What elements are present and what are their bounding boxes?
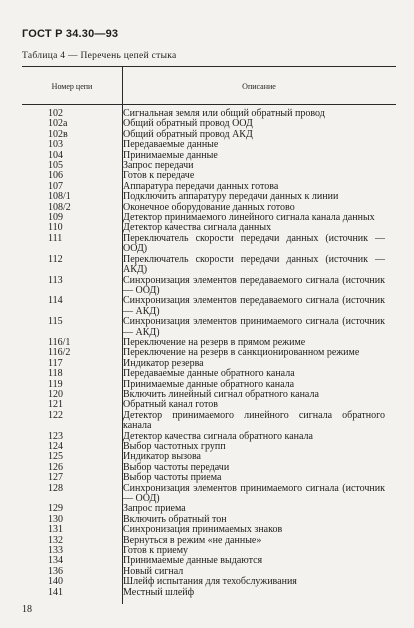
table-row xyxy=(22,411,396,432)
circuit-description: Переключение на резерв в прямом режиме xyxy=(123,336,306,348)
table-row xyxy=(22,369,396,379)
circuit-number: 110 xyxy=(48,222,63,234)
column-header-code: Номер цепи xyxy=(51,82,93,91)
table-row xyxy=(22,255,396,276)
circuit-number: 133 xyxy=(48,545,63,557)
circuit-number: 129 xyxy=(48,503,63,515)
circuit-description: Выбор частоты приема xyxy=(123,472,222,484)
circuit-number: 128 xyxy=(48,482,63,494)
circuit-number: 131 xyxy=(48,524,63,536)
circuit-description: Синхронизация элементов передаваемого сигнала (источник — АКД) xyxy=(123,295,385,317)
circuit-number: 114 xyxy=(48,295,63,307)
circuit-description: Включить обратный тон xyxy=(123,513,227,525)
document-header: ГОСТ Р 34.30—93 xyxy=(22,28,119,40)
circuit-number: 122 xyxy=(48,409,63,421)
table-top-border xyxy=(22,66,396,67)
circuit-number: 102 xyxy=(48,108,63,119)
circuit-description: Детектор качества сигнала обратного канала xyxy=(123,430,313,442)
circuit-number: 106 xyxy=(48,170,63,182)
circuit-number: 125 xyxy=(48,451,63,463)
circuit-number: 113 xyxy=(48,274,63,286)
table-row xyxy=(22,161,396,171)
table-row xyxy=(22,151,396,161)
circuit-number: 105 xyxy=(48,160,63,172)
circuit-number: 117 xyxy=(48,357,63,369)
circuit-number: 108/1 xyxy=(48,191,71,203)
circuit-number: 141 xyxy=(48,586,63,598)
circuit-description: Принимаемые данные выдаются xyxy=(123,555,263,567)
circuit-description: Детектор принимаемого линейного сигнала канала данных xyxy=(123,212,375,224)
circuit-number: 140 xyxy=(48,576,63,588)
circuit-description: Индикатор вызова xyxy=(123,451,201,463)
circuit-description: Готов к передаче xyxy=(123,170,195,182)
circuit-number: 116/2 xyxy=(48,347,71,359)
circuit-description: Синхронизация элементов принимаемого сигнала (источник — ООД) xyxy=(123,482,385,505)
table-row xyxy=(22,588,396,598)
circuit-description: Готов к приему xyxy=(123,545,189,557)
table-header-border xyxy=(22,104,396,105)
circuit-number: 124 xyxy=(48,441,63,452)
circuit-number: 119 xyxy=(48,378,63,390)
circuit-description: Передаваемые данные xyxy=(123,139,219,151)
table-row xyxy=(22,536,396,546)
circuit-description: Шлейф испытания для техобслуживания xyxy=(123,576,297,588)
table-body xyxy=(22,109,396,598)
circuit-description: Индикатор резерва xyxy=(123,357,204,369)
circuit-number: 102a xyxy=(48,118,68,130)
circuit-description: Синхронизация элементов принимаемого сигнала (источник — АКД) xyxy=(123,316,385,338)
circuit-number: 103 xyxy=(48,139,63,151)
circuit-description: Выбор частоты передачи xyxy=(123,461,230,473)
circuit-number: 136 xyxy=(48,565,63,577)
circuit-description: Запрос передачи xyxy=(123,160,194,172)
circuit-description: Общий обратный провод ООД xyxy=(123,118,253,130)
circuit-description: Запрос приема xyxy=(123,503,186,515)
circuit-description: Местный шлейф xyxy=(123,586,195,598)
circuit-description: Синхронизация элементов передаваемого сигнала (источник — ООД) xyxy=(123,274,385,296)
circuit-description: Включить линейный сигнал обратного канала xyxy=(123,388,319,400)
circuits-table xyxy=(22,66,396,604)
circuit-description: Детектор принимаемого линейного сигнала обратного канала xyxy=(123,409,385,432)
circuit-description: Принимаемые данные xyxy=(123,149,218,161)
circuit-description: Аппаратура передачи данных готова xyxy=(123,180,279,192)
circuit-number: 108/2 xyxy=(48,201,71,213)
circuit-description: Принимаемые данные обратного канала xyxy=(123,378,295,390)
circuit-number: 123 xyxy=(48,430,63,442)
circuit-description: Переключатель скорости передачи данных (источник — АКД) xyxy=(123,253,385,276)
table-row xyxy=(22,556,396,566)
circuit-number: 102в xyxy=(48,128,68,140)
circuit-description: Новый сигнал xyxy=(123,565,184,577)
circuit-description: Детектор качества сигнала данных xyxy=(123,222,272,234)
circuit-number: 107 xyxy=(48,180,63,192)
circuit-description: Переключение на резерв в санкционированном режиме xyxy=(123,347,360,359)
circuit-description: Оконечное оборудование данных готово xyxy=(123,201,295,213)
circuit-number: 111 xyxy=(48,232,63,244)
circuit-number: 109 xyxy=(48,212,63,224)
table-row xyxy=(22,484,396,505)
circuit-description: Выбор частотных групп xyxy=(123,441,226,452)
circuit-number: 116/1 xyxy=(48,336,71,348)
circuit-number: 134 xyxy=(48,555,63,567)
circuit-number: 112 xyxy=(48,253,63,265)
table-row xyxy=(22,276,396,297)
circuit-number: 127 xyxy=(48,472,63,484)
page-number: 18 xyxy=(22,604,32,615)
table-row xyxy=(22,296,396,317)
circuit-description: Обратный канал готов xyxy=(123,399,218,411)
circuit-number: 104 xyxy=(48,149,63,161)
column-header-description: Описание xyxy=(242,82,276,91)
table-caption: Таблица 4 — Перечень цепей стыка xyxy=(22,51,177,61)
circuit-description: Общий обратный провод АКД xyxy=(123,128,253,140)
circuit-description: Синхронизация принимаемых знаков xyxy=(123,524,283,536)
circuit-description: Передаваемые данные обратного канала xyxy=(123,368,295,380)
table-row xyxy=(22,317,396,338)
circuit-number: 130 xyxy=(48,513,63,525)
circuit-number: 120 xyxy=(48,388,63,400)
circuit-number: 132 xyxy=(48,534,63,546)
circuit-number: 115 xyxy=(48,316,63,328)
table-row xyxy=(22,234,396,255)
circuit-number: 121 xyxy=(48,399,63,411)
table-row xyxy=(22,577,396,587)
circuit-description: Вернуться в режим «не данные» xyxy=(123,534,262,546)
table-row xyxy=(22,348,396,358)
circuit-description: Подключить аппаратуру передачи данных к линии xyxy=(123,191,339,203)
table-row xyxy=(22,442,396,452)
circuit-description: Переключатель скорости передачи данных (источник — ООД) xyxy=(123,232,385,255)
circuit-number: 118 xyxy=(48,368,63,380)
circuit-number: 126 xyxy=(48,461,63,473)
circuit-description: Сигнальная земля или общий обратный провод xyxy=(123,108,325,119)
